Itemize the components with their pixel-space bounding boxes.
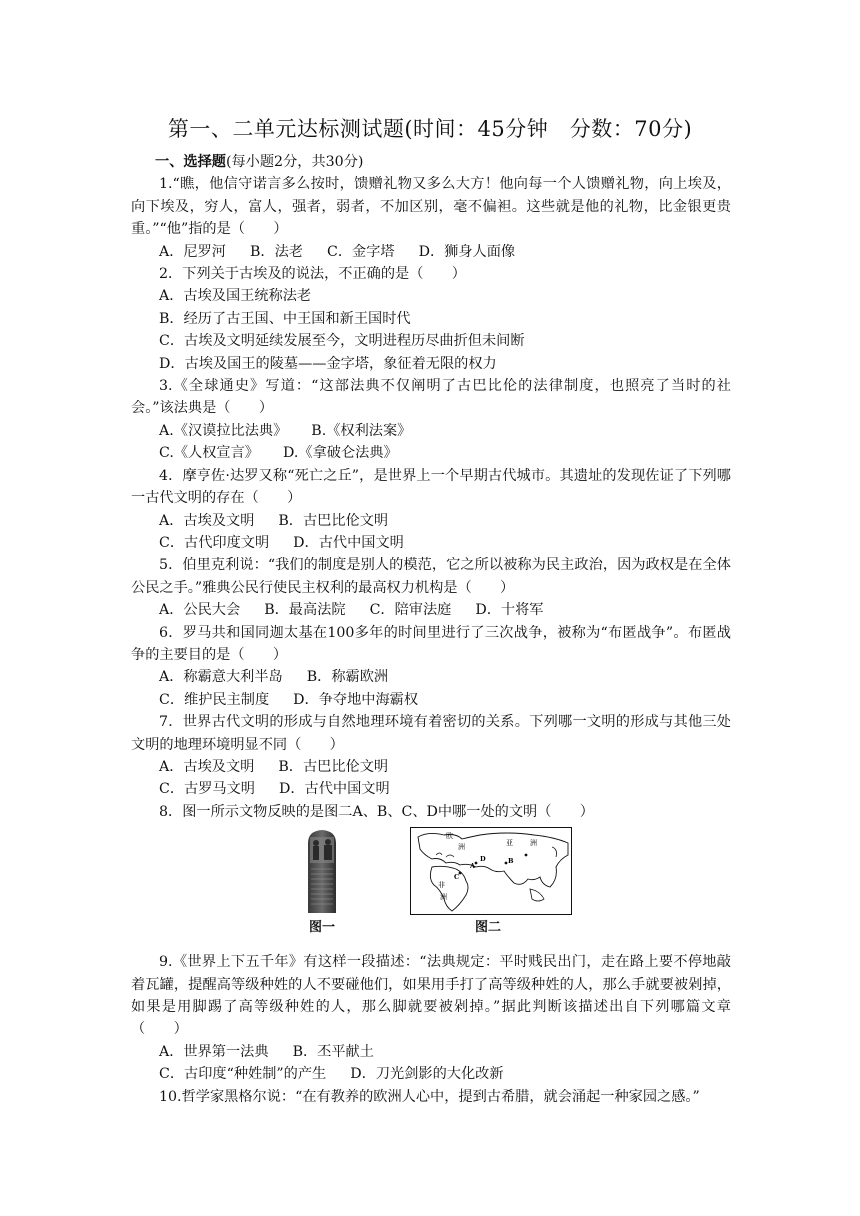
map-label-africa: 非 [438,881,445,890]
question-item [131,263,731,375]
option-row [131,241,731,263]
answer-option: B．丕平献土 [292,1043,374,1060]
option-row [131,420,731,442]
answer-option: C．维护民主制度 [159,691,270,708]
answer-option: A.《汉谟拉比法典》 [159,422,288,439]
answer-option: A．古埃及文明 [159,758,255,775]
map-marker-b: B [508,857,514,866]
question-stem: 9.《世界上下五千年》有这样一段描述：“法典规定：平时贱民出门，走在路上要不停地敲着瓦罐，提醒高等级种姓的人不要碰他们，如果用手打了高等级种姓的人，那么手就要被剁掉，如果是用脚踢了高等级种姓的人，那么脚就要被剁掉。”据此判断该描述出自下列哪篇文章（ ） [131,954,731,1038]
answer-option: C．古罗马文明 [159,781,255,798]
option-row [131,353,731,375]
option-row [131,442,731,464]
option-row [131,1063,731,1085]
answer-option: A．世界第一法典 [159,1043,269,1060]
answer-option: A．公民大会 [159,602,241,619]
answer-option: A．古埃及国王统称法老 [159,288,312,305]
question-item [131,375,731,465]
answer-option: D．十将军 [475,602,544,619]
answer-option: D．刀光剑影的大化改新 [350,1066,504,1083]
answer-option: C．古埃及文明延续发展至今，文明进程历尽曲折但未间断 [159,333,525,350]
answer-option: D.《拿破仑法典》 [283,445,398,462]
answer-option: A．古埃及文明 [159,512,255,529]
question-item [131,1086,731,1108]
option-row [131,285,731,307]
map-marker-c: C [454,873,460,882]
world-map-image [410,827,572,915]
answer-option: D．古埃及国王的陵墓——金字塔，象征着无限的权力 [159,355,497,372]
stele-picture [303,829,341,913]
map-label-asia: 亚 [506,839,513,848]
option-row [131,756,731,778]
question-stem: 10.哲学家黑格尔说：“在有教养的欧洲人心中，提到古希腊，就会涌起一种家园之感。” [159,1088,700,1105]
answer-option: B．最高法院 [264,602,346,619]
question-stem: 8．图一所示文物反映的是图二A、B、C、D中哪一处的文明（ ） [159,803,594,820]
ancient-civilization-map [410,827,572,915]
question-stem: 4．摩亨佐·达罗又称“死亡之丘”，是世界上一个早期古代城市。其遗址的发现佐证了下列哪一古代文明的存在（ ） [131,467,731,507]
question-item [131,465,731,555]
question-item [131,951,731,1085]
answer-option: C.《人权宣言》 [159,445,259,462]
option-row [131,532,731,554]
question-stem: 2．下列关于古埃及的说法，不正确的是（ ） [159,266,466,283]
map-marker-a: A [470,862,476,871]
answer-option: D．古代中国文明 [293,534,404,551]
question-stem: 1.“瞧，他信守诺言多么按时，馈赠礼物又多么大方！他向每一个人馈赠礼物，向上埃及，向下埃及，穷人，富人，强者，弱者，不加区别，毫不偏袒。这些就是他的礼物，比金银更贵重。”“他”指的是（ ） [131,176,731,238]
figure-1-caption: 图一 [309,920,336,936]
answer-option: D．古代中国文明 [278,781,390,798]
map-label-europe-2: 洲 [458,843,465,852]
option-row [131,1041,731,1063]
section-note: (每小题2分，共30分) [225,154,364,170]
figure-row [131,827,731,945]
answer-option: A．称霸意大利半岛 [159,669,283,686]
answer-option: B．称霸欧洲 [306,669,389,686]
question-item [131,554,731,621]
answer-option: B．古巴比伦文明 [278,758,389,775]
map-label-europe: 欧 [446,832,453,841]
answer-option: B．法老 [250,243,303,260]
question-stem: 5．伯里克利说：“我们的制度是别人的模范，它之所以被称为民主政治，因为政权是在全体公民之手。”雅典公民行使民主权利的最高权力机构是（ ） [131,557,731,596]
page-title: 第一、二单元达标测试题(时间：45分钟 分数：70分) [167,117,693,141]
option-row [131,666,731,688]
question-list-2 [131,951,731,1108]
answer-option: C．金字塔 [327,243,395,260]
answer-option: C．古代印度文明 [159,534,270,551]
answer-option: C．陪审法庭 [369,602,452,619]
option-row [131,689,731,711]
question-item [131,801,731,823]
option-row [131,330,731,352]
answer-option: D．狮身人面像 [418,243,516,260]
answer-option: C．古印度“种姓制”的产生 [159,1066,327,1083]
answer-option: B．经历了古王国、中王国和新王国时代 [159,310,411,327]
map-marker-d: D [480,855,486,864]
answer-option: D．争夺地中海霸权 [293,691,419,708]
answer-option: B.《权利法案》 [311,422,412,439]
option-row [131,308,731,330]
section-label: 一、选择题 [155,154,226,170]
map-label-asia-2: 洲 [530,839,537,848]
stele-image [303,829,341,913]
question-stem: 7．世界古代文明的形成与自然地理环境有着密切的关系。下列哪一文明的形成与其他三处文明的地理环境明显不同（ ） [131,714,731,753]
question-item [131,622,731,712]
answer-option: A．尼罗河 [159,243,226,260]
question-list [131,173,731,823]
section-heading [131,151,731,173]
option-row [131,778,731,800]
exam-body [131,151,731,1108]
option-row [131,510,731,532]
option-row [131,599,731,621]
question-stem: 6．罗马共和国同迦太基在100多年的时间里进行了三次战争，被称为“布匿战争”。布匿战争的主要目的是（ ） [131,624,731,663]
question-item [131,173,731,263]
figure-2-caption: 图二 [475,920,502,936]
question-item [131,711,731,801]
answer-option: B．古巴比伦文明 [278,512,389,529]
map-label-africa-2: 洲 [440,893,447,902]
question-stem: 3.《全球通史》写道：“这部法典不仅阐明了古巴比伦的法律制度，也照亮了当时的社会。”该法典是（ ） [131,378,731,417]
